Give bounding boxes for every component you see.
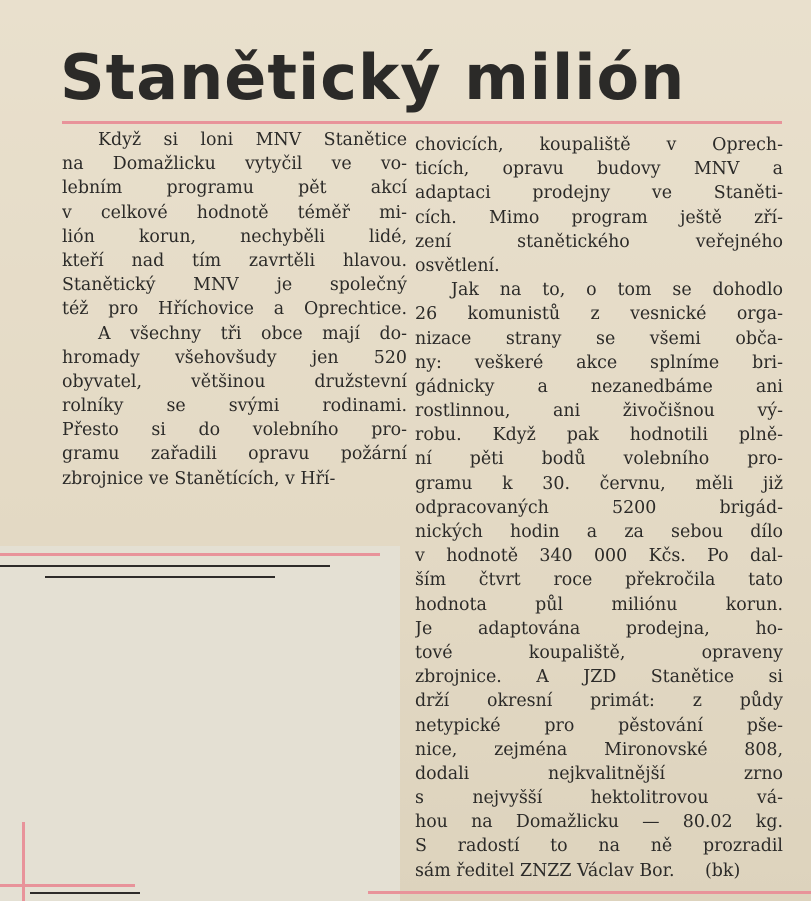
article-line: též pro Hříchovice a Oprechtice. bbox=[62, 299, 407, 320]
article-line: Přesto si do volebního pro- bbox=[62, 420, 407, 441]
bottom-rule bbox=[368, 891, 811, 894]
article-column-left bbox=[62, 128, 407, 491]
sheet-margin-mark bbox=[22, 822, 25, 901]
article-line: 26 komunistů z vesnické orga- bbox=[415, 304, 783, 325]
sheet-rule-black-bottom bbox=[30, 892, 140, 894]
article-line: drží okresní primát: z půdy bbox=[415, 691, 783, 712]
article-line: s nejvyšší hektolitrovou vá- bbox=[415, 788, 783, 809]
article-line: ším čtvrt roce překročila tato bbox=[415, 570, 783, 591]
article-line: Jak na to, o tom se dohodlo bbox=[451, 280, 783, 301]
article-line: Stanětický MNV je společný bbox=[62, 275, 407, 296]
article-line: na Domažlicku vytyčil ve vo- bbox=[62, 154, 407, 175]
article-line: hodnota půl miliónu korun. bbox=[415, 594, 783, 615]
article-line: ny: veškeré akce splníme bri- bbox=[415, 352, 783, 373]
article-line: nice, zejména Mironovské 808, bbox=[415, 739, 783, 760]
article-line: nizace strany se všemi obča- bbox=[415, 328, 783, 349]
article-line: rolníky se svými rodinami. bbox=[62, 396, 407, 417]
sheet-rule-black-1 bbox=[0, 565, 330, 567]
article-line: Když si loni MNV Stanětice bbox=[98, 130, 407, 150]
article-line: zení stanětického veřejného bbox=[415, 231, 783, 252]
article-line: v hodnotě 340 000 Kčs. Po dal- bbox=[415, 546, 783, 567]
article-line: gramu k 30. červnu, měli již bbox=[415, 473, 783, 494]
article-line: sám ředitel ZNZZ Václav Bor. bbox=[415, 860, 675, 881]
article-line: dodali nejkvalitnější zrno bbox=[415, 763, 783, 784]
article-line: adaptaci prodejny ve Staněti- bbox=[415, 183, 783, 204]
article-line: S radostí to na ně prozradil bbox=[415, 836, 783, 857]
article-line: lebním programu pět akcí bbox=[62, 178, 407, 199]
article-line: chovicích, koupaliště v Oprech- bbox=[415, 135, 783, 155]
article-line: rostlinnou, ani živočišnou vý- bbox=[415, 401, 783, 422]
article-line: odpracovaných 5200 brigád- bbox=[415, 497, 783, 518]
overlapping-paper-sheet bbox=[0, 546, 400, 901]
article-line: gramu zařadili opravu požární bbox=[62, 444, 407, 465]
article-line: hromady všehovšudy jen 520 bbox=[62, 347, 407, 368]
sheet-rule-black-2 bbox=[45, 576, 275, 578]
article-line: zbrojnice ve Stanětících, v Hří- bbox=[62, 468, 336, 489]
article-line: v celkové hodnotě téměř mi- bbox=[62, 202, 407, 223]
article-line: netypické pro pěstování pše- bbox=[415, 715, 783, 736]
article-line: A všechny tři obce mají do- bbox=[98, 323, 407, 344]
article-line: lión korun, nechyběli lidé, bbox=[62, 226, 407, 247]
headline: Stanětický milión bbox=[60, 41, 686, 114]
article-line: osvětlení. bbox=[415, 255, 500, 276]
article-line: nických hodin a za sebou dílo bbox=[415, 522, 783, 542]
article-line: robu. Když pak hodnotili plně- bbox=[415, 425, 783, 446]
article-line: Je adaptována prodejna, ho- bbox=[415, 618, 783, 639]
article-line: kteří nad tím zavrtěli hlavou. bbox=[62, 250, 407, 271]
sheet-rule-red-top bbox=[0, 553, 380, 556]
article-line: cích. Mimo program ještě zří- bbox=[415, 207, 783, 228]
article-line: zbrojnice. A JZD Stanětice si bbox=[415, 667, 783, 688]
article-line: tové koupaliště, opraveny bbox=[415, 642, 783, 663]
article-column-right bbox=[415, 133, 783, 883]
article-line: gádnicky a nezanedbáme ani bbox=[415, 376, 783, 397]
article-line: ní pěti bodů volebního pro- bbox=[415, 449, 783, 470]
article-line: obyvatel, většinou družstevní bbox=[62, 371, 407, 392]
article-line: ticích, opravu budovy MNV a bbox=[415, 159, 783, 180]
author-byline: (bk) bbox=[705, 861, 741, 881]
sheet-rule-red-bottom bbox=[0, 884, 135, 887]
article-line: hou na Domažlicku — 80.02 kg. bbox=[415, 812, 783, 833]
headline-rule bbox=[62, 121, 782, 124]
